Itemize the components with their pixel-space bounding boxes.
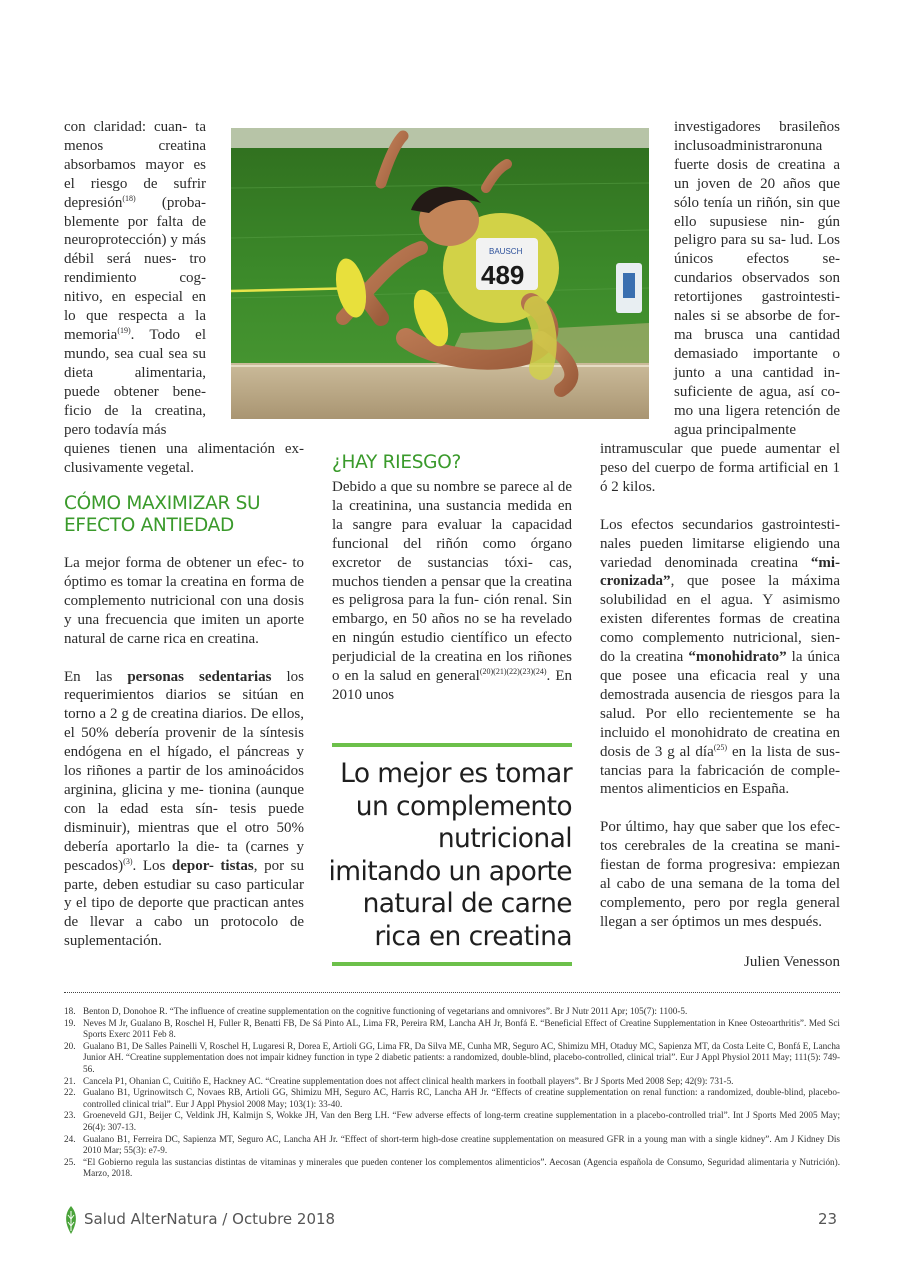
pull-quote-line-3: nutricional [437, 823, 572, 854]
col1-intro-narrow [64, 118, 206, 439]
magazine-leaf-logo-icon [64, 1206, 78, 1234]
col1-intro-wide [64, 440, 304, 478]
pull-quote-line-6: rica en creatina [374, 920, 572, 952]
ref-20-24-markers: (20)(21)(22)(23)(24) [479, 667, 547, 677]
col1-paragraph-2 [64, 668, 304, 952]
col1-intro-text-4: quienes tienen una alimentación ex- clusivamente vegetal. [64, 441, 304, 476]
reference-number: 19. [64, 1017, 76, 1028]
col3-narrow [674, 118, 840, 439]
reference-number: 21. [64, 1075, 76, 1086]
reference-item [64, 1087, 840, 1110]
reference-number: 22. [64, 1087, 76, 1098]
col3-p2-bold-micronizada: “mi- cronizada” [600, 554, 840, 590]
col3-p2-c: , que posee la máxima solubilidad en el agua. Y asimismo existen diferentes formas de creatina como complemento nutricional, sien- do la creatina [600, 573, 840, 666]
reference-text: Gualano B1, Ferreira DC, Sapienza MT, Seguro AC, Lancha AH Jr. “Effect of short-term high-dose creatine supplementation on measured GFR in a young man with a single kidney”. Am J Kidney Dis 2010 Mar; 55(3): e7-9. [83, 1133, 840, 1156]
col3-paragraph-2 [600, 516, 840, 800]
col1-p2-bold-deportistas: depor- tistas [171, 857, 254, 874]
col3-p2-bold-monohidrato: “monohidrato” [688, 649, 787, 666]
col1-paragraph-1: La mejor forma de obtener un efec- to óptimo es tomar la creatina en forma de complemento nutricional con una dosis y una frecuencia que imiten un aporte natural de carne rica en creatina. [64, 555, 304, 647]
pull-quote-line-5: natural de carne [362, 888, 572, 919]
reference-text: Neves M Jr, Gualano B, Roschel H, Fuller R, Benatti FB, De Sá Pinto AL, Lima FR, Pereira RM, Lancha AH Jr, Bonfá E. “Beneficial Effect of Creatine Supplementation in Knee Osteoarthritis”. Med Sci Sports Exerc 2011 Feb 8. [83, 1017, 840, 1040]
reference-item [64, 1110, 840, 1133]
col1-intro-text-3: . Todo el mundo, sea cual sea su dieta alimentaria, puede obtener bene- ficio de la creatina, pero todavía más [64, 326, 206, 438]
reference-text: Benton D, Donohoe R. “The influence of creatine supplementation on the cognitive functioning of vegetarians and omnivores”. Br J Nutr 2011 Apr; 105(7): 1100-5. [83, 1006, 688, 1016]
reference-number: 24. [64, 1133, 76, 1144]
bib-number: 489 [481, 260, 525, 290]
ref-19-marker: (19) [117, 325, 131, 335]
reference-text: “El Gobierno regula las sustancias distintas de vitaminas y minerales que pueden contener los complementos alimenticios”. Aecosan (Agencia española de Consumo, Seguridad alimentaria y Nutrición). Marzo, 2018. [83, 1156, 840, 1179]
col1-p2-d: . Los [132, 857, 172, 874]
col1-intro-text-2: (proba- blemente por falta de neuroprotección) y más débil será nues- tro rendimiento cog- nitivo, en especial en lo que respecta a la memoria [64, 194, 206, 343]
section-heading-maximizar: CÓMO MAXIMIZAR SU EFECTO ANTIEDAD [64, 493, 261, 536]
col1-p2-f: , por su parte, deben estudiar su caso particular y el tipo de deporte que practican antes de llevar a cabo un protocolo de suplementación. [64, 857, 304, 950]
reference-item [64, 1076, 840, 1088]
ref-3-marker: (3) [123, 856, 133, 866]
reference-item [64, 1134, 840, 1157]
pull-quote-top-rule [332, 743, 572, 747]
footer-page-number: 23 [818, 1210, 838, 1228]
reference-item [64, 1041, 840, 1076]
reference-item [64, 1006, 840, 1018]
reference-number: 25. [64, 1156, 76, 1167]
reference-number: 20. [64, 1040, 76, 1051]
bib-brand: BAUSCH [489, 247, 523, 256]
col2-p1-text: Debido a que su nombre se parece al de la creatinina, una sustancia medida en la sangre para evaluar la capacidad funcional del riñón como órgano excretor de sustancias tóxi- cas, muchos tienden a pensar que la creatina es peligrosa para la fun- ción renal. Sin embargo, en 50 años no se ha revelado en ningún estudio científico un efecto perjudicial de la creatina en los riñones o en la salud en general [332, 479, 572, 685]
reference-text: Gualano B1, Ugrinowitsch C, Novaes RB, Artioli GG, Shimizu MH, Seguro AC, Harris RC, Lancha AH Jr. “Effects of creatine supplementation on renal function: a randomized, double-blind, placebo-controlled clinical trial”. Eur J Appl Physiol 2008 May; 103(1): 33-40. [83, 1087, 840, 1109]
col1-p2-bold-sedentarias: personas sedentarias [127, 668, 272, 685]
pull-quote-bottom-rule [332, 962, 572, 966]
reference-text: Cancela P1, Ohanian C, Cuitiño E, Hackney AC. “Creatine supplementation does not affect clinical health markers in football players”. Br J Sports Med 2008 Sep; 42(9): 731-5. [83, 1075, 734, 1086]
pull-quote-line-4: imitando un aporte [328, 855, 572, 887]
col3-paragraph-1-narrow: investigadores brasileños inclusoadministraronuna fuerte dosis de creatina a un joven de 20 años que sólo tenía un riñón, sin que ello supusiese nin- gún peligro para su sa- lud. Los únicos efectos se- cundarios observados son retortijones gastrointesti- nales si se absorbe de for- ma brusca una cantidad demasiado importante o junto a una cantidad in- suficiente de agua, así co- mo una ligera retención de agua principalmente [674, 119, 840, 438]
col3-paragraph-1-wide: intramuscular que puede aumentar el peso del cuerpo de forma artificial en 1 ó 2 kilos. [600, 441, 840, 495]
col2-body [332, 478, 572, 705]
pull-quote-line-2: un complemento [355, 790, 572, 822]
col1-p2-a: En las [64, 668, 128, 685]
col1-body [64, 554, 304, 951]
col2-p1-end: . En 2010 unos [332, 668, 572, 703]
col1-p2-c: los requerimientos diarios se sitúan en torno a 2 g de creatina diarios. De ellos, el 50% debería provenir de la síntesis endógena en el hígado, el páncreas y los riñones a partir de los aminoácidos arginina, glicina y me- tionina (aunque con la edad esta sín- tesis puede disminuir), mientras que el otro 50% debería aportarlo la die- ta (carnes y pescados) [64, 668, 305, 874]
col3-p2-e: la única que posee una eficacia real y una demostrada ausencia de riesgos para la salud. Por ello recientemente se ha incluido el monohidrato de creatina en dosis de 3 g al día [600, 649, 840, 760]
athlete-photo [231, 128, 649, 419]
ref-18-marker: (18) [122, 193, 136, 203]
reference-item [64, 1157, 840, 1180]
reference-number: 23. [64, 1110, 76, 1121]
reference-number: 18. [64, 1006, 76, 1016]
col2-paragraph-1 [332, 478, 572, 705]
references-list [64, 1006, 840, 1180]
col1-intro-text-1: con claridad: cuan- ta menos creatina absorbamos mayor es el riesgo de sufrir depresión [64, 119, 206, 211]
footer-magazine-name: Salud AlterNatura / Octubre 2018 [84, 1210, 336, 1228]
reference-item [64, 1018, 840, 1041]
pull-quote [326, 758, 572, 953]
references-separator [64, 992, 840, 993]
reference-text: Gualano B1, De Salles Painelli V, Roschel H, Lugaresi R, Dorea E, Artioli GG, Lima FR, Da Silva ME, Cunha MR, Seguro AC, Shimizu MH, Otaduy MC, Sapienza MT, da Costa Leite C, Bonfá E, Lancha Junior AH. “Creatine supplementation does not impair kidney function in type 2 diabetic patients: a randomized, double-blind, placebo-controlled, clinical trial”. Eur J Appl Physiol 2011 May; 111(5): 749-56. [83, 1040, 840, 1074]
col3-p2-f: en la lista de sus- tancias para la fabricación de comple- mentos alimenticios en España. [600, 743, 841, 798]
col3-p2-a: Los efectos secundarios gastrointesti- nales pueden limitarse eligiendo una variedad denominada creatina [600, 516, 840, 571]
author-signature: Julien Venesson [744, 954, 840, 970]
pull-quote-line-1: Lo mejor es tomar [340, 758, 572, 789]
col3-body [600, 440, 840, 932]
col3-paragraph-3: Por último, hay que saber que los efec- tos cerebrales de la creatina se mani- fiestan de forma progresiva: empiezan al cabo de una semana de la toma del complemento, pero por regla general llegan a ser óptimos un mes después. [600, 819, 840, 930]
section-heading-riesgo: ¿HAY RIESGO? [332, 452, 461, 473]
reference-text: Groeneveld GJ1, Beijer C, Veldink JH, Kalmijn S, Wokke JH, Van den Berg LH. “Few adverse effects of long-term creatine supplementation in a placebo-controlled trial”. Int J Sports Med 2005 May; 26(4): 307-13. [83, 1110, 840, 1132]
ref-25-marker: (25) [713, 742, 728, 752]
